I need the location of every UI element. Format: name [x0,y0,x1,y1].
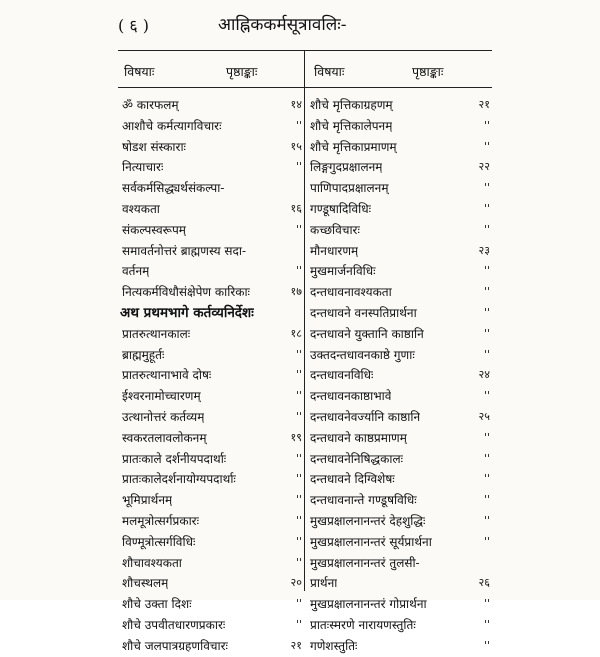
entry-title: उक्तदन्तधावनकाष्ठे गुणाः [310,347,415,362]
contents-row [306,511,492,532]
entry-title: मुखप्रक्षालनानन्तरं देहशुद्धिः [310,513,426,528]
contents-row [306,573,492,594]
contents-row [306,116,492,137]
contents-row [118,615,304,636]
running-title: आह्निककर्मसूत्रावलिः- [218,15,347,35]
contents-row [118,157,304,178]
entry-title: वश्यकता [122,201,160,216]
contents-row [118,636,304,657]
page-header [118,12,498,38]
entry-page: १८ [290,326,302,340]
contents-row [306,178,492,199]
contents-row [306,365,492,386]
entry-title: उत्थानोत्तरं कर्तव्यम् [122,409,205,424]
contents-row [306,282,492,303]
contents-row [306,449,492,470]
entry-page: २६ [478,576,490,590]
contents-row [118,282,304,303]
contents-row [306,324,492,345]
entry-page: '' [295,534,302,548]
entry-page: २१ [290,638,302,652]
contents-row [118,490,304,511]
entry-title: लिङ्गगुदप्रक्षालनम् [310,160,383,175]
contents-row [306,615,492,636]
contents-row [306,490,492,511]
entry-page: १४ [290,98,302,111]
entry-page: १७ [290,285,302,299]
entry-page: '' [295,160,302,174]
entry-page: '' [295,617,302,631]
contents-row [306,261,492,282]
entry-title: दन्तधावने दिग्विशेषः [310,472,395,487]
entry-title: मुखप्रक्षालनानन्तरं तुलसी- [310,555,420,570]
header-rule [118,87,492,88]
page-number: ( ६ ) [118,16,149,35]
entry-title: शौचावश्यकता [122,555,182,570]
entry-page: '' [483,347,490,361]
entry-page: '' [295,472,302,486]
entry-page: '' [483,493,490,507]
contents-row [306,386,492,407]
entry-page: '' [295,389,302,403]
entry-title: दन्तधावनविधिः [310,368,374,383]
entry-title: संकल्पस्वरूपम् [122,222,186,237]
entry-title: शौचे जलपात्रग्रहणविचारः [122,638,228,653]
entry-title: ॐ कारफलम् [122,98,179,112]
entry-page: १६ [290,201,302,215]
entry-title: मलमूत्रोत्सर्गप्रकारः [122,513,200,528]
contents-row [118,241,304,262]
contents-row [118,428,304,449]
contents-row [118,261,304,282]
entry-page: १५ [290,139,302,153]
entry-page: '' [483,472,490,486]
contents-row [306,157,492,178]
entry-title: दन्तधावने वनस्पतिप्रार्थना [310,305,417,320]
entry-title: नित्याचारः [122,160,164,175]
entry-page: '' [483,264,490,278]
entry-title: विण्मूत्रोत्सर्गविधिः [122,534,196,549]
entry-title: सर्वकर्मसिद्ध्यर्थसंकल्पा- [122,181,225,196]
contents-row [306,469,492,490]
contents-row [118,594,304,615]
entry-title: शौचस्थलम् [122,576,169,591]
entry-page: १९ [290,430,302,444]
contents-row [118,116,304,137]
contents-row [118,386,304,407]
entry-page: '' [483,513,490,527]
entry-title: गणेशस्तुतिः [310,638,358,653]
entry-page: २२ [478,160,490,174]
contents-row [118,573,304,594]
entry-title: दन्तधावनकाष्ठाभावे [310,389,392,404]
entry-title: ब्राह्ममुहूर्तः [122,347,165,362]
contents-row [118,220,304,241]
entry-page: '' [295,118,302,132]
entry-page: '' [483,617,490,631]
contents-row [118,345,304,366]
entry-title: मुखप्रक्षालनानन्तरं सूर्यप्रार्थना [310,534,432,549]
contents-row [306,594,492,615]
entry-page: '' [483,139,490,153]
entry-title: मुखप्रक्षालनानन्तरं गोप्रार्थना [310,597,427,612]
contents-row [118,553,304,574]
entry-title: शौचे मृत्तिकालेपनम् [310,118,393,133]
entry-page: '' [483,534,490,548]
entry-title: प्रातःस्मरणे नारायणस्तुतिः [310,617,416,632]
entry-title: शौचे मृत्तिकाग्रहणम् [310,98,393,112]
entry-page: '' [483,181,490,195]
entry-title: दन्तधावने काष्ठप्रमाणम् [310,430,407,445]
entry-title: प्रातःकालेदर्शनायोग्यपदार्थाः [122,472,236,487]
entry-title: गण्डूषादिविधिः [310,201,372,216]
entry-title: दन्तधावनेनिषिद्धकालः [310,451,404,466]
entry-page: '' [295,368,302,382]
entry-page: '' [483,201,490,215]
contents-row [118,365,304,386]
entry-page: '' [295,347,302,361]
entry-title: कच्छविचारः [310,222,360,237]
entry-page: '' [483,285,490,299]
entry-page: '' [295,222,302,236]
right-column [306,95,492,657]
contents-row [118,407,304,428]
right-subject-header: विषयाः [314,64,345,79]
entry-page: '' [483,430,490,444]
entry-page: '' [295,493,302,507]
entry-page: २५ [478,409,490,423]
entry-title: पाणिपादप्रक्षालनम् [310,181,389,196]
entry-title: प्रातरुत्थानकालः [122,326,191,341]
entry-page: '' [295,264,302,278]
entry-page: '' [295,409,302,423]
contents-row [118,199,304,220]
contents-row [306,428,492,449]
column-divider [304,51,305,591]
entry-page: २१ [478,98,490,111]
entry-title: मुखमार्जनविधिः [310,264,376,279]
contents-row [118,95,304,116]
contents-row [306,220,492,241]
entry-page: '' [483,118,490,132]
contents-row [118,324,304,345]
right-page-header: पृष्ठाङ्काः [412,64,444,79]
contents-row [306,345,492,366]
contents-row [306,137,492,158]
contents-row [306,95,492,116]
entry-title: दन्तधावने युक्तानि काष्ठानि [310,326,424,341]
entry-title: शौचे मृत्तिकाप्रमाणम् [310,139,397,154]
contents-row [306,553,492,574]
contents-row [306,407,492,428]
entry-title: शौचे उक्ता दिशः [122,597,192,612]
contents-row [118,511,304,532]
entry-title: मौनधारणम् [310,243,359,258]
contents-row [306,303,492,324]
entry-title: प्रातरुत्थानाभावे दोषः [122,368,212,383]
entry-title: षोडश संस्काराः [122,139,186,154]
section-heading [118,303,304,324]
contents-row [118,178,304,199]
entry-title: दन्तधावनान्ते गण्डूषविधिः [310,493,417,508]
entry-page: '' [483,389,490,403]
contents-row [306,199,492,220]
entry-title: दन्तधावनेवर्ज्यानि काष्ठानि [310,409,421,424]
entry-title: अथ प्रथमभागे कर्तव्यनिर्देशः [120,304,254,321]
contents-row [118,449,304,470]
contents-row [118,137,304,158]
contents-row [118,532,304,553]
entry-page: '' [483,305,490,319]
entry-title: भूमिप्रार्थनम् [122,493,173,508]
entry-page: '' [483,451,490,465]
entry-title: आशौचे कर्मत्यागविचारः [122,118,222,133]
entry-page: '' [295,597,302,611]
entry-page: '' [295,555,302,569]
contents-table [118,50,492,653]
entry-page: '' [483,222,490,236]
entry-title: प्रार्थना [310,576,338,591]
left-page-header: पृष्ठाङ्काः [226,64,258,79]
left-subject-header: विषयाः [124,64,155,79]
contents-row [306,241,492,262]
entry-page: २४ [478,368,490,382]
entry-page: २३ [478,243,490,257]
entry-title: समावर्तनोत्तरं ब्राह्मणस्य सदा- [122,243,247,258]
contents-row [306,636,492,657]
entry-page: '' [483,326,490,340]
contents-row [306,532,492,553]
contents-row [118,469,304,490]
entry-title: स्वकरतलावलोकनम् [122,430,207,445]
left-column [118,95,304,657]
entry-title: ईश्वरनामोच्चारणम् [122,389,201,404]
entry-title: दन्तधावनावश्यकता [310,285,392,300]
entry-title: शौचे उपवीतधारणप्रकारः [122,617,226,632]
entry-page: '' [295,451,302,465]
entry-title: वर्तनम् [122,264,150,279]
entry-page: २० [290,576,302,590]
entry-title: नित्यकर्मविधौसंक्षेपेण कारिकाः [122,285,250,300]
entry-page: '' [483,638,490,652]
entry-page: '' [483,597,490,611]
entry-page: '' [295,513,302,527]
entry-title: प्रातःकाले दर्शनीयपदार्थाः [122,451,227,466]
